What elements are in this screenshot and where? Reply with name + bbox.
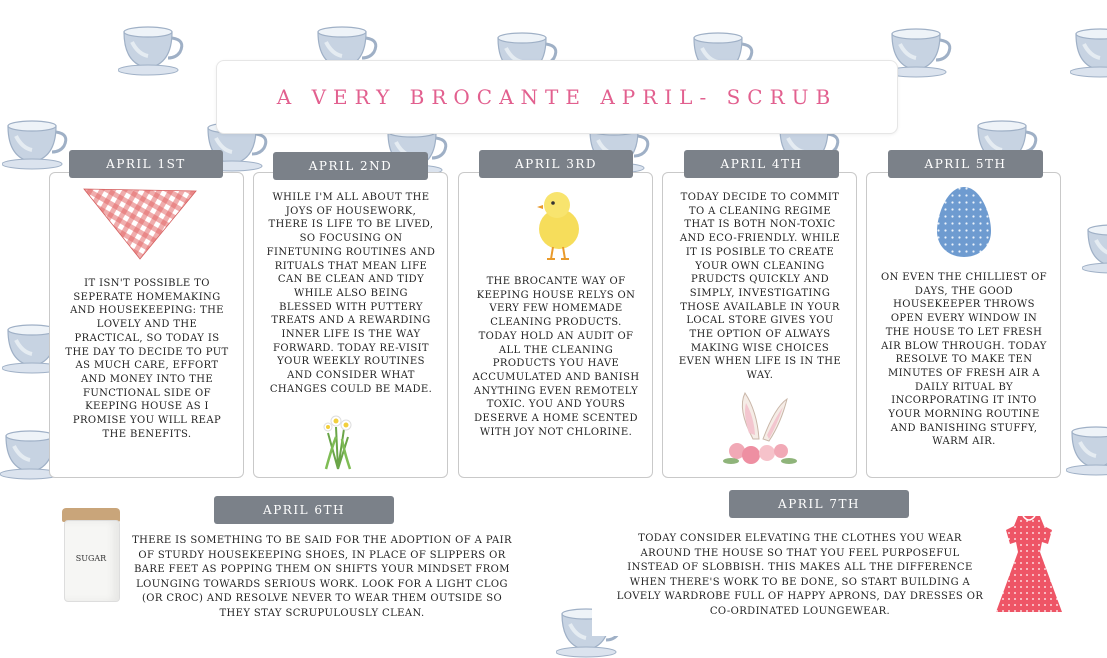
day-card-april-5 <box>866 172 1061 478</box>
day-text: THE BROCANTE WAY OF KEEPING HOUSE RELYS ON VERY FEW HOMEMADE CLEANING PRODUCTS. TODAY HOLD AN AUDIT OF ALL THE CLEANING PRODUCTS YOU HAVE ACCUMULATED AND BANISH ANYTHING EVEN REMOTELY TOXIC. YOU AND YOURS DESERVE A HOME SCENTED WITH JOY NOT CHLORINE. <box>472 276 640 438</box>
day-label-april-4: APRIL 4TH <box>684 150 839 178</box>
day-label-april-6: APRIL 6TH <box>214 496 394 524</box>
teacup-icon <box>118 24 188 76</box>
polka-dot-dress-icon <box>994 512 1064 616</box>
day-label-april-1: APRIL 1ST <box>69 150 223 178</box>
day-card-april-1 <box>49 172 244 478</box>
easter-egg-icon <box>935 185 993 259</box>
day-card-april-2 <box>253 172 448 478</box>
day-text: WHILE I'M ALL ABOUT THE JOYS OF HOUSEWORK, THERE IS LIFE TO BE LIVED, SO FOCUSING ON FINETUNING ROUTINES AND RITUALS THAT MEAN LIFE CAN BE CLEAN AND TIDY WHILE ALSO BEING BLESSED WITH PUTTERY TREATS AND A REWARDING INNER LIFE IS THE WAY FORWARD. TODAY RE-VISIT YOUR WEEKLY ROUTINES AND CONSIDER WHAT CHANGES COULD BE MADE. <box>266 192 436 395</box>
title-banner <box>216 60 898 134</box>
day-text: TODAY CONSIDER ELEVATING THE CLOTHES YOU WEAR AROUND THE HOUSE SO THAT YOU FEEL PURPOSEFUL INSTEAD OF SLOBBISH. THIS MAKES ALL THE DIFFERENCE WHEN THERE'S WORK TO BE DONE, SO START BUILDING A LOVELY WARDROBE FULL OF HAPPY APRONS, DAY DRESSES OR CO-ORDINATED LOUNGEWEAR. <box>616 533 984 617</box>
day-text: THERE IS SOMETHING TO BE SAID FOR THE ADOPTION OF A PAIR OF STURDY HOUSEKEEPING SHOES, IN PLACE OF SLIPPERS OR BARE FEET AS POPPING THEM ON SHIFTS YOUR MINDSET FROM LOUNGING TOWARDS SERIOUS WORK. LOOK FOR A LIGHT CLOG (OR CROC) AND RESOLVE NEVER TO WEAR THEM OUTSIDE SO THEY STAY SCRUPULOUSLY CLEAN. <box>132 535 512 619</box>
day-label-april-3: APRIL 3RD <box>479 150 633 178</box>
chick-icon <box>533 185 583 261</box>
day-panel-april-7 <box>592 497 1084 636</box>
day-text: TODAY DECIDE TO COMMIT TO A CLEANING REGIME THAT IS BOTH NON-TOXIC AND ECO-FRIENDLY. WHILE IT IS POSIBLE TO CREATE YOUR OWN CLEANING PRUDCTS QUICKLY AND SIMPLY, INVESTIGATING THOSE AVAILABLE IN YOUR LOCAL STORE GIVES YOU THE OPTION OF ALWAYS MAKING WISE CHOICES EVEN WHEN LIFE IS IN THE WAY. <box>678 192 842 382</box>
teacup-icon <box>1066 424 1107 476</box>
day-label-april-7: APRIL 7TH <box>729 490 909 518</box>
day-label-april-5: APRIL 5TH <box>888 150 1043 178</box>
bunny-ears-flowers-icon <box>719 389 803 473</box>
teacup-icon <box>1082 222 1107 274</box>
day-text: ON EVEN THE CHILLIEST OF DAYS, THE GOOD HOUSEKEEPER THROWS OPEN EVERY WINDOW IN THE HOUSE TO LET FRESH AIR BLOW THROUGH. TODAY RESOLVE TO MAKE TEN MINUTES OF FRESH AIR A DAILY RITUAL BY INCORPORATING IT INTO YOUR MORNING ROUTINE AND BANISHING STUFFY, WARM AIR. <box>880 272 1048 448</box>
day-card-april-4 <box>662 172 857 478</box>
day-label-april-2: APRIL 2ND <box>273 152 428 180</box>
gingham-cloth-icon <box>80 183 198 261</box>
day-card-april-3 <box>458 172 653 478</box>
teacup-icon <box>2 118 72 170</box>
sugar-jar-icon <box>62 508 120 600</box>
daffodil-icon <box>318 407 358 471</box>
day-text: IT ISN'T POSSIBLE TO SEPERATE HOMEMAKING AND HOUSEKEEPING: THE LOVELY AND THE PRACTICAL, SO TODAY IS THE DAY TO DECIDE TO PUT AS MUCH CARE, EFFORT AND MONEY INTO THE FUNCTIONAL SIDE OF KEEPING HOUSE AS I PROMISE YOU WILL REAP THE BENEFITS. <box>65 278 229 440</box>
page-title: A VERY BROCANTE APRIL- SCRUB <box>276 85 838 109</box>
teacup-icon <box>1070 26 1107 78</box>
sugar-jar-label: SUGAR <box>75 554 107 563</box>
day-panel-april-6 <box>52 498 552 636</box>
